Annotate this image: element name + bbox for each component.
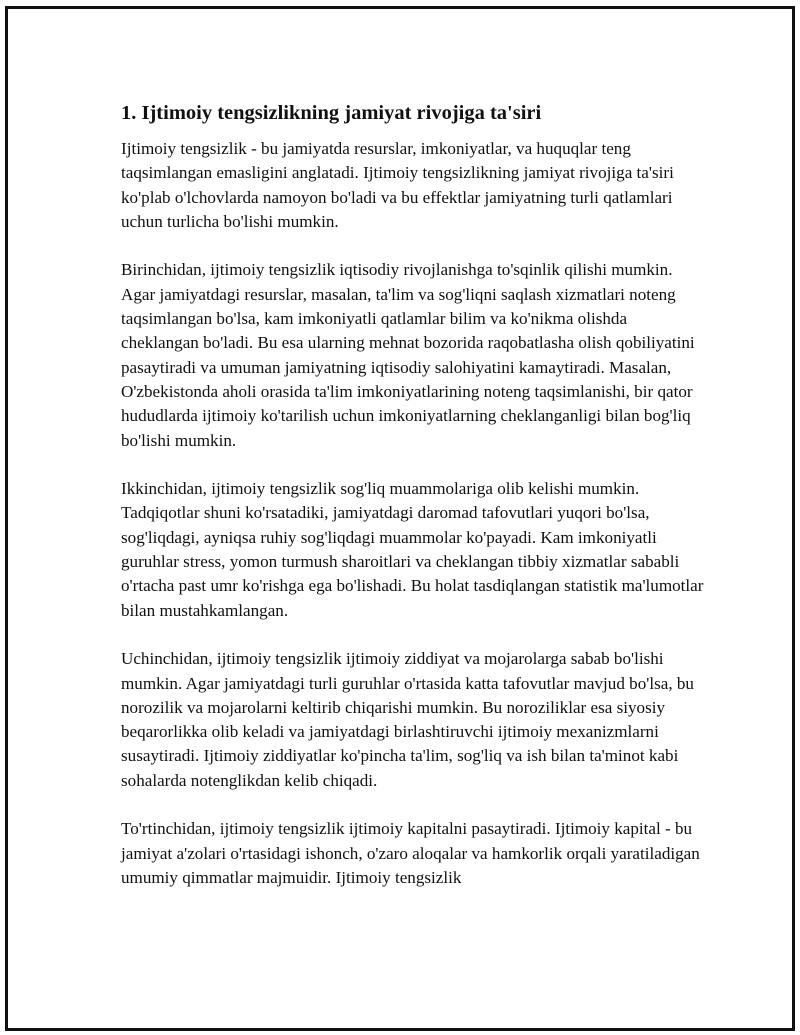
paragraph-fourth: To'rtinchidan, ijtimoiy tengsizlik ijtimoiy kapitalni pasaytiradi. Ijtimoiy kapital - bu jamiyat a'zolari o'rtasidagi ishonch, o'zaro aloqalar va hamkorlik orqali yaratiladigan umumiy qimmatlar majmuidir. Ijtimoiy tengsizlik [121,819,700,887]
paragraph-third: Uchinchidan, ijtimoiy tengsizlik ijtimoiy ziddiyat va mojarolarga sabab bo'lishi mumkin. Agar jamiyatdagi turli guruhlar o'rtasida katta tafovutlar mavjud bo'lsa, bu norozilik va mojarolarni keltirib chiqarishi mumkin. Bu noroziliklar esa siyosiy beqarorlikka olib keladi va jamiyatdagi birlashtiruvchi ijtimoiy mexanizmlarni susaytiradi. Ijtimoiy ziddiyatlar ko'pincha ta'lim, sog'liq va ish bilan ta'minot kabi sohalarda notenglikdan kelib chiqadi. [121,649,694,790]
document-body [121,99,706,915]
paragraph-second: Ikkinchidan, ijtimoiy tengsizlik sog'liq muammolariga olib kelishi mumkin. Tadqiqotlar shuni ko'rsatadiki, jamiyatdagi daromad tafovutlari yuqori bo'lsa, sog'liqdagi, ayniqsa ruhiy sog'liqdagi muammolar ko'payadi. Kam imkoniyatli guruhlar stress, yomon turmush sharoitlari va cheklangan tibbiy xizmatlar sababli o'rtacha past umr ko'rishga ega bo'lishadi. Bu holat tasdiqlangan statistik ma'lumotlar bilan mustahkamlangan. [121,479,704,620]
paragraph-intro: Ijtimoiy tengsizlik - bu jamiyatda resurslar, imkoniyatlar, va huquqlar teng taqsimlangan emasligini anglatadi. Ijtimoiy tengsizlikning jamiyat rivojiga ta'siri ko'plab o'lchovlarda namoyon bo'ladi va bu effektlar jamiyatning turli qatlamlari uchun turlicha bo'lishi mumkin. [121,139,674,231]
paragraph-first: Birinchidan, ijtimoiy tengsizlik iqtisodiy rivojlanishga to'sqinlik qilishi mumkin. Agar jamiyatdagi resurslar, masalan, ta'lim va sog'liqni saqlash xizmatlari noteng taqsimlangan bo'lsa, kam imkoniyatli qatlamlar bilim va ko'nikma olishda cheklangan bo'ladi. Bu esa ularning mehnat bozorida raqobatlasha olish qobiliyatini pasaytiradi va umuman jamiyatning iqtisodiy salohiyatini kamaytiradi. Masalan, O'zbekistonda aholi orasida ta'lim imkoniyatlarining noteng taqsimlanishi, bir qator hududlarda ijtimoiy ko'tarilish uchun imkoniyatlarning cheklanganligi bilan bog'liq bo'lishi mumkin. [121,260,695,450]
section-heading: 1. Ijtimoiy tengsizlikning jamiyat rivojiga ta'siri [121,102,542,124]
page-frame [5,6,795,1031]
